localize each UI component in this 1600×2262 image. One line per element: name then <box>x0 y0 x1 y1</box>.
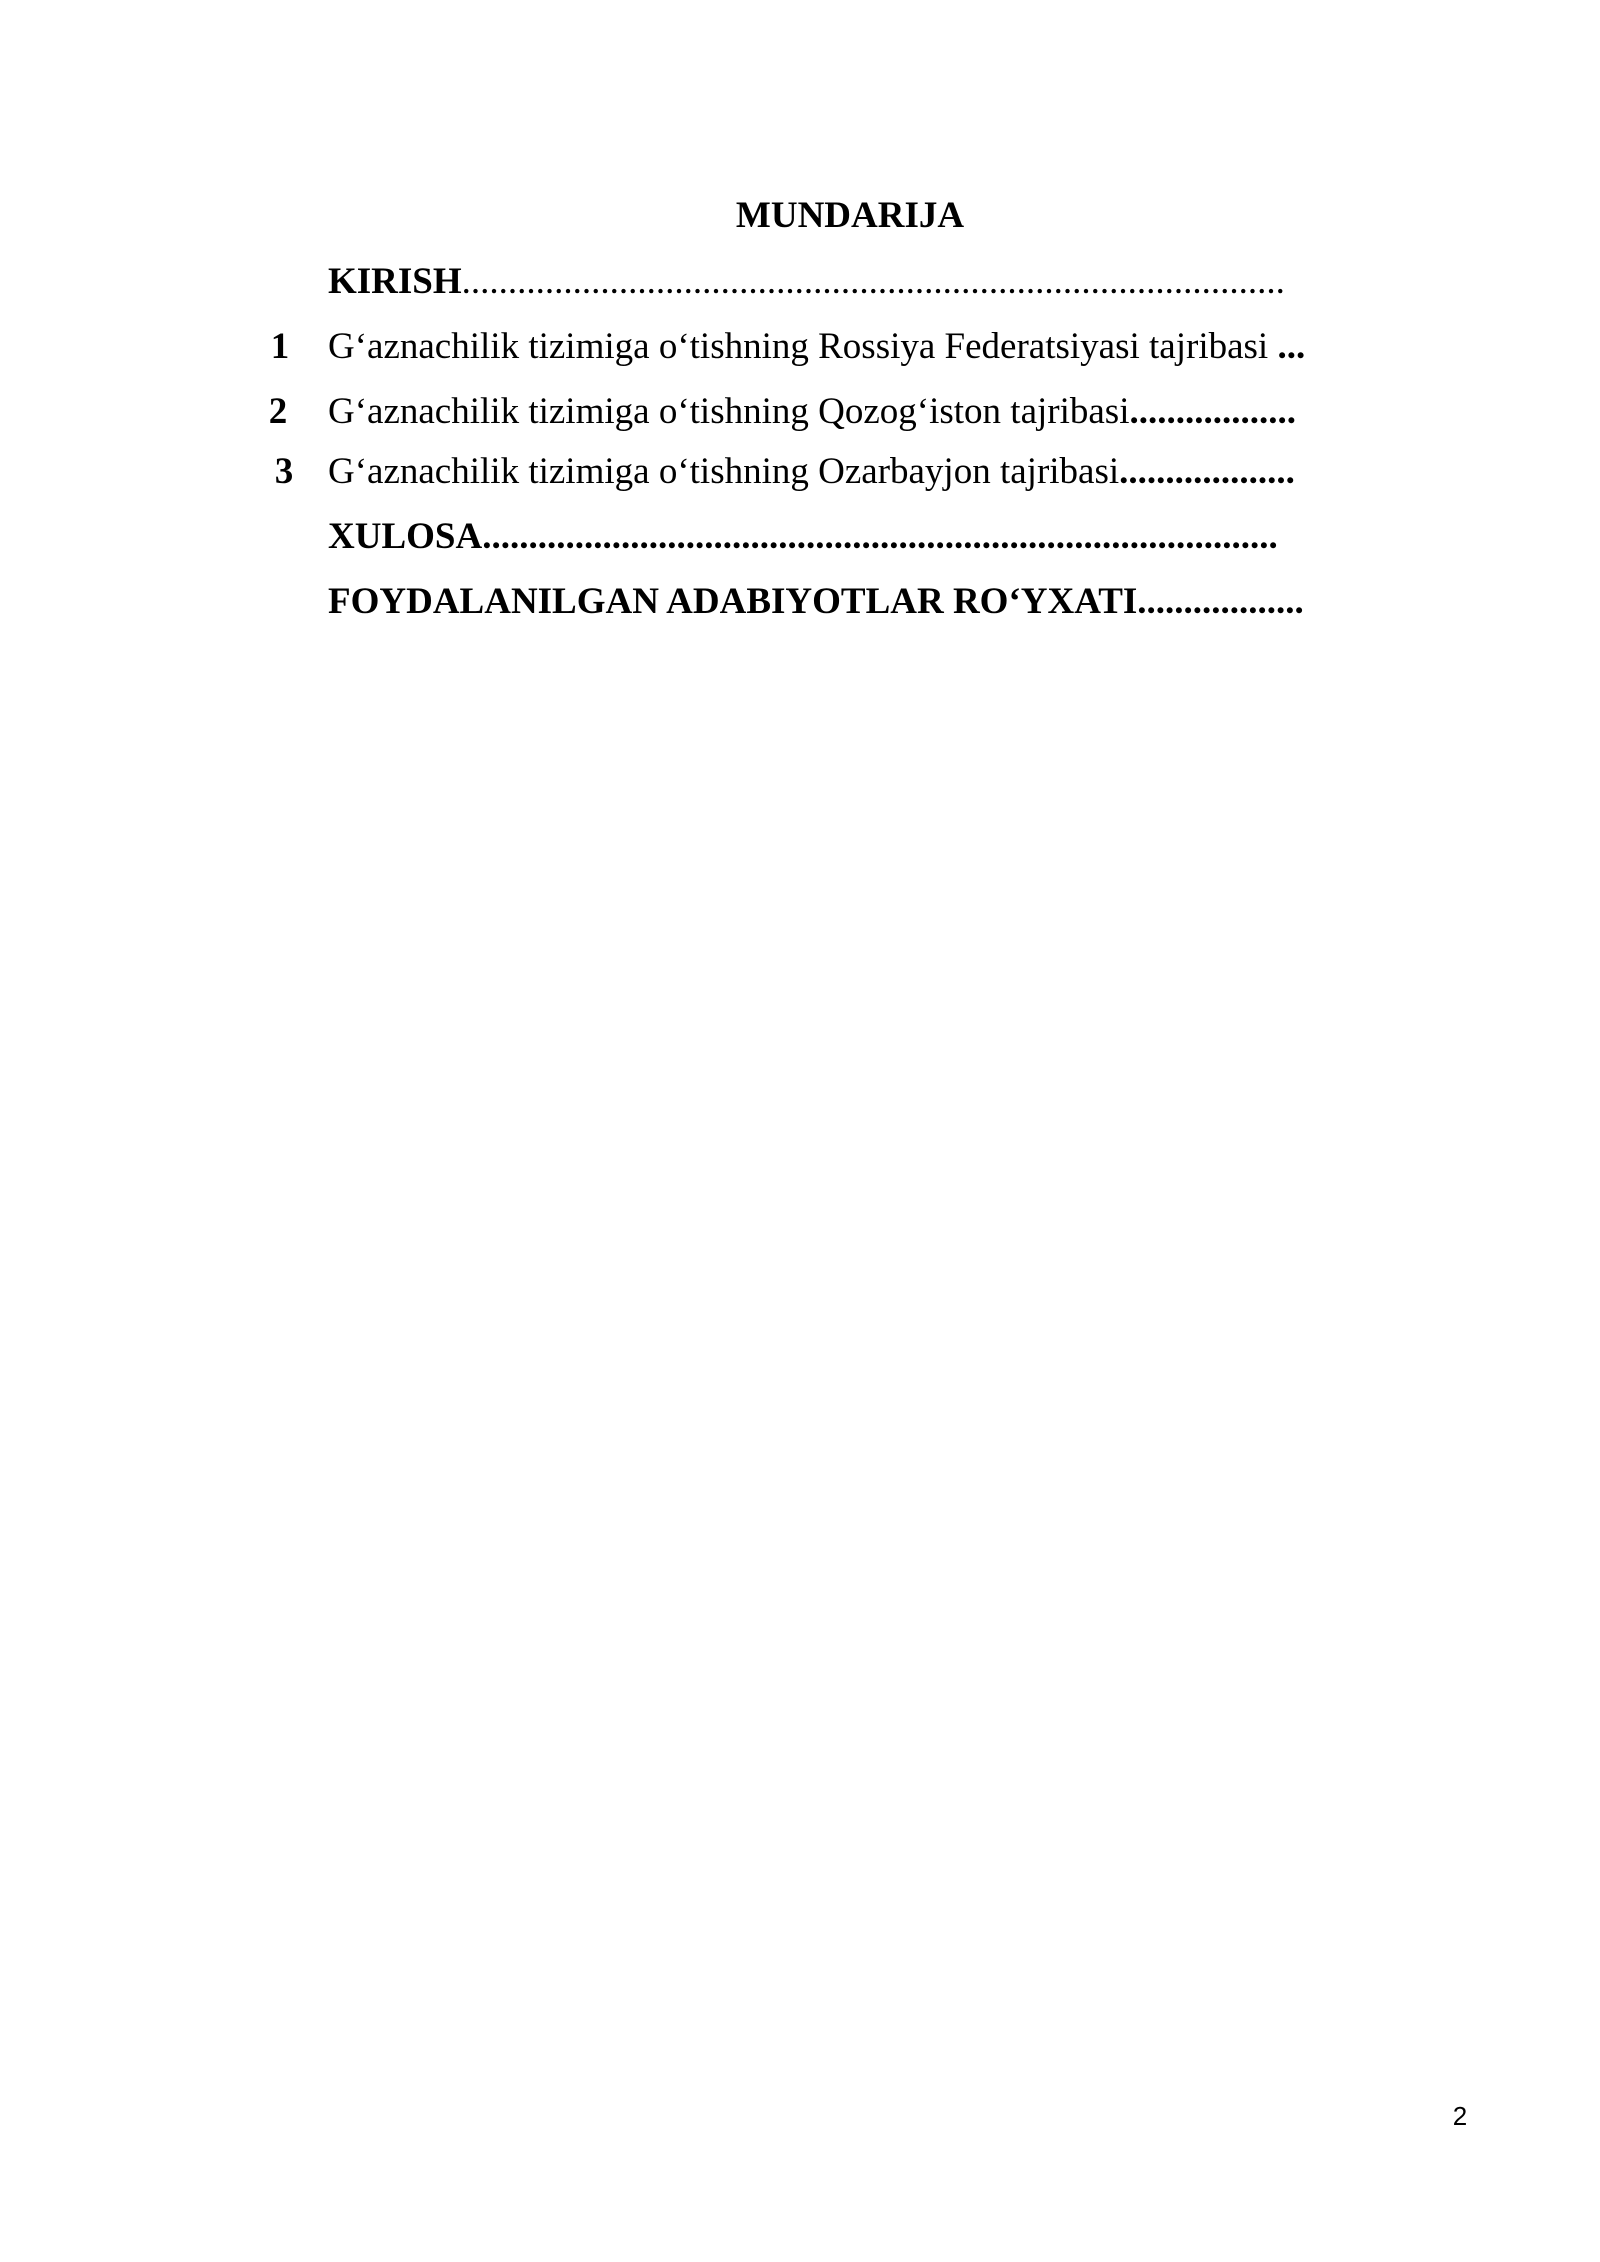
toc-entry-label: G‘aznachilik tizimiga o‘tishning Rossiya Federatsiyasi tajribasi <box>328 326 1278 367</box>
toc-entry-leader: .................. <box>1129 391 1296 432</box>
toc-entry-leader: ...................................................................................... <box>482 516 1278 557</box>
toc-entry-kirish <box>0 256 1600 308</box>
toc-entry-text <box>328 446 1295 498</box>
toc-entry-label: XULOSA <box>328 516 483 557</box>
toc-entry-number: 2 <box>268 391 288 432</box>
toc-entry-adabiyotlar <box>0 576 1600 628</box>
toc-entry-text <box>328 511 1278 563</box>
toc-entry-label: FOYDALANILGAN ADABIYOTLAR RO‘YXATI <box>328 581 1138 622</box>
toc-entry-2 <box>0 386 1600 438</box>
toc-entry-label: G‘aznachilik tizimiga o‘tishning Qozog‘iston tajribasi <box>328 391 1130 432</box>
toc-entry-number: 3 <box>274 451 294 492</box>
toc-entry-label: G‘aznachilik tizimiga o‘tishning Ozarbayjon tajribasi <box>328 451 1120 492</box>
toc-entry-leader: ......................................................................................... <box>461 261 1285 302</box>
toc-entry-1 <box>0 321 1600 373</box>
toc-entry-text <box>328 576 1304 628</box>
toc-entry-text <box>328 256 1285 308</box>
toc-title: MUNDARIJA <box>735 195 965 236</box>
toc-entry-label: KIRISH <box>328 261 462 302</box>
toc-entry-number: 1 <box>270 326 290 367</box>
page-number: 2 <box>1452 2101 1468 2131</box>
toc-entry-leader: ... <box>1277 326 1306 367</box>
toc-entry-text <box>328 386 1296 438</box>
toc-entry-xulosa <box>0 511 1600 563</box>
toc-entry-leader: ................... <box>1119 451 1295 492</box>
toc-entry-leader: .................. <box>1137 581 1304 622</box>
toc-entry-text <box>328 321 1305 373</box>
toc-entry-3 <box>0 446 1600 498</box>
